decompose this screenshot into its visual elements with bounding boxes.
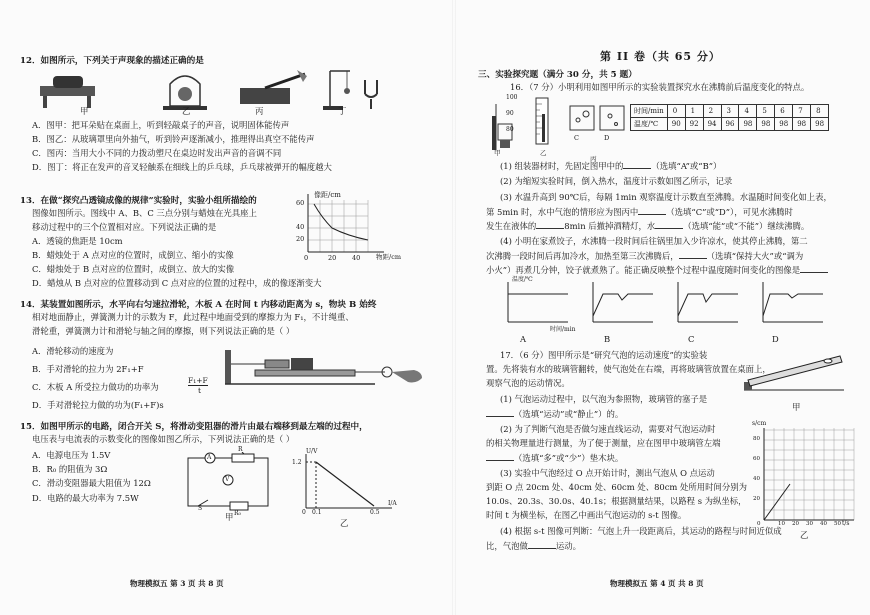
circuit-ammeter-label: A: [207, 454, 212, 461]
q17-line-6: (3) 实验中气泡经过 O 点开始计时，测出气泡从 O 点运动: [500, 468, 715, 478]
q17-st-grid: [750, 424, 856, 536]
q17-line-4: 的相关物理量进行测量，为了便于测量，应在图甲中玻璃管左端: [486, 438, 721, 448]
q17-ytick: 40: [753, 476, 760, 482]
q16-fig-label-3: 丙: [590, 155, 597, 163]
q16-data-table: [630, 104, 829, 131]
q15-option-a: A．电源电压为 1.5V: [32, 450, 111, 460]
table-head-cell: 时间/min: [631, 105, 668, 118]
q16-fig-label-2: 乙: [540, 149, 547, 157]
q17-stem-2: 置。先将装有水的玻璃管翻转，使气泡处在右端，再将玻璃管放置在桌面上，: [486, 364, 771, 374]
table-head-cell: 1: [685, 105, 703, 118]
answer-blank[interactable]: [679, 250, 707, 259]
q15-stem-1: 15．如图甲所示的电路，闭合开关 S，将滑动变阻器的滑片由最右端移到最左端的过程中，: [20, 422, 368, 432]
table-head-cell: 2: [703, 105, 721, 118]
answer-blank[interactable]: [623, 160, 651, 169]
q13-graph-ylabel: 像距/cm: [314, 191, 341, 199]
table-cell: 90: [667, 118, 685, 131]
fig-ruler: [240, 70, 307, 104]
q14-stem-2: 相对地面静止，弹簧测力计的示数为 F，此过程中地面受到的摩擦力为 F₁，不计绳重、: [32, 312, 354, 322]
q17-line-1a: (1) 气泡运动过程中，以气泡为参照物，玻璃管的塞子是: [500, 394, 708, 404]
q13-graph-xlabel: 物距/cm: [376, 253, 401, 261]
q16-line-1: [500, 160, 721, 172]
answer-blank[interactable]: [528, 540, 556, 549]
graph-d: [763, 282, 823, 322]
q16-line-6: (4) 小明在家煮饺子，水沸腾一段时间后往锅里加入少许凉水，使其停止沸腾，第二: [500, 236, 808, 246]
q17-ytick: 20: [753, 496, 760, 502]
q16-line-1b: （选填“A”或“B”）: [651, 161, 722, 171]
q17-xtick: 40: [820, 521, 827, 527]
q13-tick-x-40: 40: [352, 254, 361, 262]
graph-b: [593, 282, 653, 322]
q16-line-8: [486, 264, 828, 276]
q17-line-9: 时间 t 为横坐标，在图乙中画出气泡运动的 s-t 图像。: [486, 510, 687, 520]
q15-graph-ytick: 1.2: [292, 459, 302, 466]
circuit-rheostat-label: R: [238, 446, 243, 453]
q16-line-5c: （选填“能”或“不能”）继续沸腾。: [683, 221, 810, 231]
q12-option-d: D．图丁：将正在发声的音叉轻触系在细线上的乒乓球，乒乓球被弹开的幅度越大: [32, 162, 332, 172]
table-cell: 98: [811, 118, 829, 131]
circuit-r0-label: R₀: [234, 510, 241, 517]
q14-option-a: A．滑轮移动的速度为: [32, 346, 114, 356]
graph-label-c: C: [688, 334, 695, 344]
q15-stem-2: 电压表与电流表的示数变化的图像如图乙所示，下列说法正确的是（ ）: [32, 434, 295, 444]
q15-graph-xtick-05: 0.5: [370, 509, 380, 516]
q16-line-7b: （选填“保持大火”或“调为: [706, 251, 804, 261]
q17-line-11a: 比，气泡做: [486, 541, 528, 551]
q16-line-7a: 次沸腾一段时间后再加冷水，加热至第三次沸腾后，: [486, 251, 679, 261]
therm-tick-80: 80: [506, 126, 514, 133]
q16-option-graphs: [498, 280, 838, 332]
q16-fig-label-1: 甲: [494, 149, 501, 157]
section3-title: 三、实验探究题（满分 30 分，共 5 题）: [478, 70, 637, 80]
section-title: 第 II 卷（共 65 分）: [600, 50, 721, 63]
q17-line-2: [486, 408, 623, 420]
graph-c: [678, 282, 738, 322]
fig-ear-on-table: [40, 76, 95, 108]
q17-fig-label-2: 乙: [800, 530, 809, 540]
q13-tick-y-20: 20: [296, 235, 305, 243]
q12-fig-label-4: 丁: [338, 106, 347, 116]
table-head-cell: 0: [667, 105, 685, 118]
q17-xtick: 20: [792, 521, 799, 527]
q14-pulley-figure: [225, 344, 425, 396]
q13-stem-3: 移动过程中的三个位置相对应。下列说法正确的是: [32, 222, 217, 232]
q13-tick-y-40: 40: [296, 223, 305, 231]
q12-option-c: C．图丙：当用大小不同的力拨动塑尺在桌边时发出声音的音调不同: [32, 148, 282, 158]
q13-option-b: B．蜡烛处于 A 点对应的位置时，成倒立、缩小的实像: [32, 250, 234, 260]
q16-line-4: [486, 206, 793, 218]
graph-label-a: A: [520, 334, 527, 344]
right-page: [470, 0, 860, 615]
q17-graph-xlabel: t/s: [842, 520, 850, 527]
q14-fraction-denominator: t: [198, 386, 202, 395]
q16-apparatus: [490, 94, 630, 154]
q12-fig-label-2: 乙: [182, 106, 191, 116]
q16-line-3: (3) 水温升高到 90℃后，每隔 1min 观察温度计示数直至沸腾。水温随时间变化如上表，: [500, 192, 832, 202]
q15-graph-xtick-01: 0.1: [312, 509, 322, 516]
answer-blank[interactable]: [486, 408, 514, 417]
table-head-cell: 4: [739, 105, 757, 118]
q13-tick-x-0: 0: [304, 254, 309, 262]
q16-line-5a: 发生在液体的: [486, 221, 537, 231]
q16-line-7: [486, 250, 803, 262]
q17-xtick: 50: [834, 521, 841, 527]
graph-a: [508, 282, 568, 322]
therm-tick-90: 90: [506, 110, 514, 117]
q16-line-8a: 小火”）再煮几分钟，饺子就煮熟了。能正确反映整个过程中温度随时间变化的图像是: [486, 265, 801, 275]
q17-stem-1: 17．（6 分）图甲所示是“研究气泡的运动速度”的实验装: [500, 350, 708, 360]
circuit-voltmeter-label: V: [225, 476, 230, 483]
table-cell: 98: [757, 118, 775, 131]
q12-fig-label-1: 甲: [80, 106, 89, 116]
q14-option-d: D．手对滑轮拉力做的功为(F₁+F)s: [32, 400, 164, 410]
table-cell: 98: [739, 118, 757, 131]
table-head-cell: 5: [757, 105, 775, 118]
q16-line-4b: （选填“C”或“D”），可见水沸腾时: [666, 207, 793, 217]
table-cell: 98: [775, 118, 793, 131]
table-cell: 98: [793, 118, 811, 131]
graph-xlabel: 时间/min: [550, 326, 576, 333]
q15-option-b: B．R₀ 的阻值为 3Ω: [32, 464, 108, 474]
q15-graph-xtick-0: 0: [302, 509, 306, 516]
fig-tuning-fork: [323, 71, 377, 110]
q15-fig-label-1: 甲: [225, 512, 234, 522]
q17-line-11: [486, 540, 581, 552]
q15-option-d: D．电路的最大功率为 7.5W: [32, 493, 139, 503]
answer-blank[interactable]: [638, 206, 666, 215]
q17-line-8: 10.0s、20.3s、30.0s、40.1s；根据测量结果，以路程 s 为纵坐标，: [486, 496, 747, 506]
q14-fraction-numerator: F₁+F: [188, 376, 208, 385]
q13-tick-y-60: 60: [296, 199, 305, 207]
circuit-switch-label: S: [198, 505, 203, 512]
table-cell: 92: [685, 118, 703, 131]
q13-option-d: D．蜡烛从 B 点对应的位置移动到 C 点对应的位置的过程中，成的像逐渐变大: [32, 278, 322, 288]
q14-option-c: C．木板 A 所受拉力做功的功率为: [32, 382, 159, 392]
q17-graph-ylabel: s/cm: [752, 420, 767, 427]
table-head-cell: 3: [721, 105, 739, 118]
q15-fig-label-2: 乙: [340, 518, 349, 528]
q17-line-11b: 运动。: [555, 541, 581, 551]
q17-stem-3: 观察气泡的运动情况。: [486, 378, 570, 388]
table-head-cell: 6: [775, 105, 793, 118]
q16-line-4a: 第 5min 时，水中气泡的情形应为图丙中: [486, 207, 639, 217]
answer-blank[interactable]: [800, 264, 828, 273]
table-cell: 94: [703, 118, 721, 131]
right-footer: 物理模拟五 第 4 页 共 8 页: [610, 579, 704, 588]
answer-blank[interactable]: [536, 220, 564, 229]
q12-option-a: A．图甲：把耳朵贴在桌面上，听到轻敲桌子的声音，说明固体能传声: [32, 120, 290, 130]
q16-line-5b: 8min 后撤掉酒精灯，水: [564, 221, 656, 231]
q12-option-b: B．图乙：从玻璃罩里向外抽气，听到铃声逐渐减小，推理得出真空不能传声: [32, 134, 315, 144]
q17-line-1: [500, 394, 707, 405]
q17-ytick: 80: [753, 436, 760, 442]
answer-blank[interactable]: [655, 220, 683, 229]
q16-fig-label-d: D: [604, 134, 610, 142]
q17-line-5a: （选填“多”或“少”）垫木块。: [514, 453, 624, 463]
q16-line-1a: (1) 组装器材时，先固定图甲中的: [500, 161, 624, 171]
left-page: [20, 0, 440, 615]
q17-line-10: (4) 根据 s-t 图像可判断：气泡上升一段距离后，其运动的路程与时间近似成: [500, 526, 782, 536]
graph-label-d: D: [772, 334, 779, 344]
q16-line-5: [486, 220, 809, 232]
q13-tick-x-20: 20: [328, 254, 337, 262]
q17-xtick: 30: [806, 521, 813, 527]
table-cell: 96: [721, 118, 739, 131]
q14-option-b: B．手对滑轮的拉力为 2F₁+F: [32, 364, 144, 374]
q17-line-7: 到距 O 点 20cm 处、40cm 处、60cm 处、80cm 处所用时间分别为: [486, 482, 748, 492]
q12-stem: 12．如图所示，下列关于声现象的描述正确的是: [20, 56, 204, 66]
q17-tube-figure: [740, 346, 850, 402]
q13-stem-2: 图像如图所示。图线中 A、B、C 三点分别与蜡烛在光具座上: [32, 208, 257, 218]
graph-label-b: B: [604, 334, 611, 344]
q15-graph-ylabel: U/V: [306, 448, 318, 455]
graph-ylabel: 温度/℃: [512, 276, 533, 283]
therm-tick-100: 100: [506, 94, 518, 101]
q16-line-2: (2) 为缩短实验时间，倒入热水，温度计示数如图乙所示，记录: [500, 176, 733, 186]
q13-stem-1: 13．在做“探究凸透镜成像的规律”实验时，实验小组所描绘的: [20, 196, 257, 206]
q17-fig-label-1: 甲: [792, 402, 801, 412]
q13-option-c: C．蜡烛处于 B 点对应的位置时，成倒立、放大的实像: [32, 264, 235, 274]
table-row-label: 温度/℃: [631, 118, 668, 131]
q14-stem-1: 14．某装置如图所示，水平向右匀速拉滑轮，木板 A 在时间 t 内移动距离为 s，物块 B 始终: [20, 300, 377, 310]
table-head-cell: 8: [811, 105, 829, 118]
q17-ytick: 0: [757, 521, 761, 527]
q15-circuit: [180, 452, 275, 514]
q13-option-a: A．透镜的焦距是 10cm: [32, 236, 123, 246]
q16-stem: 16．（7 分）小明利用如图甲所示的实验装置探究水在沸腾前后温度变化的特点。: [510, 82, 810, 92]
table-row: [631, 118, 829, 131]
page-fold: [452, 0, 456, 615]
q17-line-2a: （选填“运动”或“静止”）的。: [514, 409, 624, 419]
q15-option-c: C．滑动变阻器最大阻值为 12Ω: [32, 478, 151, 488]
table-head-cell: 7: [793, 105, 811, 118]
left-footer: 物理模拟五 第 3 页 共 8 页: [130, 579, 224, 588]
table-header-row: [631, 105, 829, 118]
q14-stem-3: 滑轮重，弹簧测力计和滑轮与轴之间的摩擦，则下列说法正确的是（ ）: [32, 326, 295, 336]
fig-bell-jar: [163, 76, 207, 110]
q17-xtick: 10: [778, 521, 785, 527]
answer-blank[interactable]: [486, 452, 514, 461]
q17-line-5: [486, 452, 623, 464]
q15-graph-xlabel: I/A: [388, 500, 397, 507]
q16-fig-label-c: C: [574, 134, 579, 142]
q12-fig-label-3: 丙: [255, 106, 264, 116]
q17-line-3: (2) 为了判断气泡是否做匀速直线运动，需要对气泡运动时: [500, 424, 716, 434]
q17-ytick: 60: [753, 456, 760, 462]
